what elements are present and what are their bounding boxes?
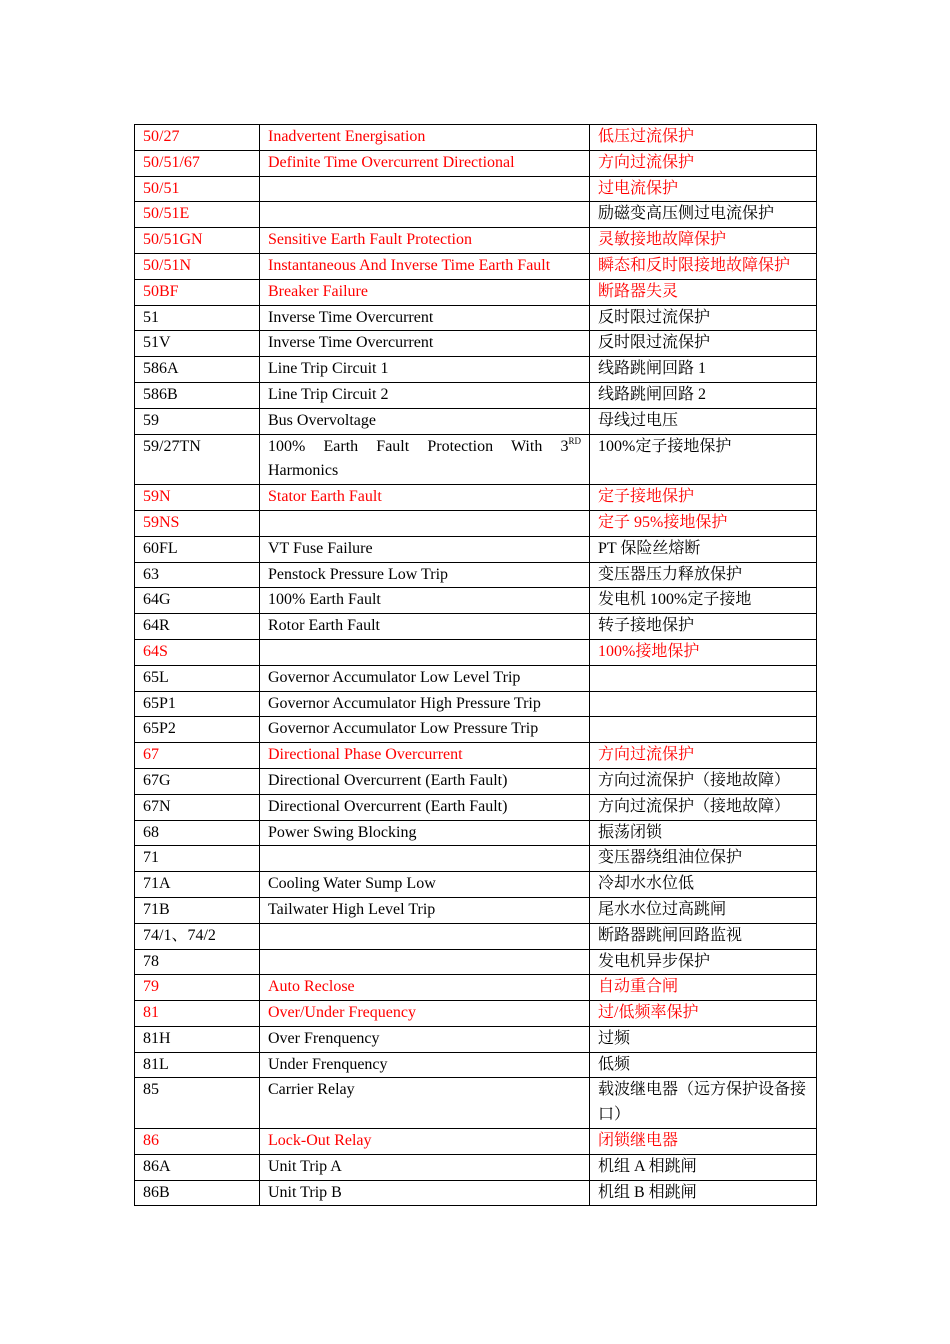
device-code-cell: 68: [135, 820, 260, 846]
table-row: [135, 1078, 817, 1129]
table-row: [135, 614, 817, 640]
chinese-description-cell: 过电流保护: [590, 176, 817, 202]
device-code-cell: 59N: [135, 485, 260, 511]
device-code-cell: 67N: [135, 794, 260, 820]
ordinal-superscript: RD: [568, 435, 581, 446]
english-description-cell: Inverse Time Overcurrent: [260, 305, 590, 331]
table-row: [135, 485, 817, 511]
chinese-description-cell: 发电机异步保护: [590, 949, 817, 975]
chinese-description-cell: 尾水水位过高跳闸: [590, 897, 817, 923]
chinese-description-cell: 机组 B 相跳闸: [590, 1180, 817, 1206]
device-code-cell: 59NS: [135, 510, 260, 536]
chinese-description-cell: 过/低频率保护: [590, 1001, 817, 1027]
device-code-cell: 71: [135, 846, 260, 872]
device-code-cell: 85: [135, 1078, 260, 1129]
device-code-cell: 65L: [135, 665, 260, 691]
table-row: [135, 1001, 817, 1027]
chinese-description-cell: 瞬态和反时限接地故障保护: [590, 253, 817, 279]
english-description-cell: Inadvertent Energisation: [260, 125, 590, 151]
device-code-cell: 65P1: [135, 691, 260, 717]
english-description-cell: [260, 949, 590, 975]
protection-code-table: [134, 124, 817, 1206]
device-code-cell: 59: [135, 408, 260, 434]
english-description-cell: Directional Overcurrent (Earth Fault): [260, 768, 590, 794]
chinese-description-cell: 反时限过流保护: [590, 331, 817, 357]
english-description-cell: Lock-Out Relay: [260, 1129, 590, 1155]
table-row: [135, 717, 817, 743]
english-description-cell: [260, 434, 590, 485]
english-description-cell: Rotor Earth Fault: [260, 614, 590, 640]
chinese-description-cell: 发电机 100%定子接地: [590, 588, 817, 614]
chinese-description-cell: 变压器绕组油位保护: [590, 846, 817, 872]
table-row: [135, 639, 817, 665]
device-code-cell: 86A: [135, 1154, 260, 1180]
table-row: [135, 588, 817, 614]
chinese-description-cell: 母线过电压: [590, 408, 817, 434]
device-code-cell: 78: [135, 949, 260, 975]
device-code-cell: 51: [135, 305, 260, 331]
device-code-cell: 86: [135, 1129, 260, 1155]
table-row: [135, 794, 817, 820]
english-description-cell: Tailwater High Level Trip: [260, 897, 590, 923]
chinese-description-cell: 线路跳闸回路 2: [590, 382, 817, 408]
english-description-cell: Breaker Failure: [260, 279, 590, 305]
device-code-cell: 71A: [135, 872, 260, 898]
device-code-cell: 81: [135, 1001, 260, 1027]
device-code-cell: 65P2: [135, 717, 260, 743]
table-row: [135, 1026, 817, 1052]
table-row: [135, 1052, 817, 1078]
english-description-cell: Stator Earth Fault: [260, 485, 590, 511]
english-description-cell: Governor Accumulator Low Level Trip: [260, 665, 590, 691]
english-description-cell: VT Fuse Failure: [260, 536, 590, 562]
device-code-cell: 67: [135, 743, 260, 769]
device-code-cell: 586B: [135, 382, 260, 408]
chinese-description-cell: 反时限过流保护: [590, 305, 817, 331]
table-row: [135, 665, 817, 691]
chinese-description-cell: 方向过流保护（接地故障）: [590, 794, 817, 820]
device-code-cell: 50/51/67: [135, 150, 260, 176]
device-code-cell: 50/51N: [135, 253, 260, 279]
table-row: [135, 562, 817, 588]
table-row: [135, 1129, 817, 1155]
chinese-description-cell: 100%定子接地保护: [590, 434, 817, 485]
english-description-cell: Inverse Time Overcurrent: [260, 331, 590, 357]
chinese-description-cell: 变压器压力释放保护: [590, 562, 817, 588]
english-description-cell: Cooling Water Sump Low: [260, 872, 590, 898]
device-code-cell: 50/51GN: [135, 228, 260, 254]
table-row: [135, 691, 817, 717]
chinese-description-cell: PT 保险丝熔断: [590, 536, 817, 562]
english-description-cell: [260, 639, 590, 665]
table-row: [135, 150, 817, 176]
english-description-cell: [260, 510, 590, 536]
device-code-cell: 81L: [135, 1052, 260, 1078]
english-description-cell: Governor Accumulator High Pressure Trip: [260, 691, 590, 717]
table-row: [135, 253, 817, 279]
chinese-description-cell: 断路器失灵: [590, 279, 817, 305]
english-description-cell: [260, 202, 590, 228]
device-code-cell: 74/1、74/2: [135, 923, 260, 949]
chinese-description-cell: 转子接地保护: [590, 614, 817, 640]
chinese-description-cell: 励磁变高压侧过电流保护: [590, 202, 817, 228]
english-description-cell: [260, 176, 590, 202]
chinese-description-cell: 定子 95%接地保护: [590, 510, 817, 536]
english-description-cell: [260, 846, 590, 872]
table-row: [135, 305, 817, 331]
english-description-cell: Directional Phase Overcurrent: [260, 743, 590, 769]
table-row: [135, 949, 817, 975]
english-description-cell: Unit Trip B: [260, 1180, 590, 1206]
table-row: [135, 1154, 817, 1180]
english-description-cell: Penstock Pressure Low Trip: [260, 562, 590, 588]
device-code-cell: 50BF: [135, 279, 260, 305]
english-description-cell: Carrier Relay: [260, 1078, 590, 1129]
device-code-cell: 86B: [135, 1180, 260, 1206]
chinese-description-cell: 振荡闭锁: [590, 820, 817, 846]
english-description-cell: 100% Earth Fault: [260, 588, 590, 614]
chinese-description-cell: 灵敏接地故障保护: [590, 228, 817, 254]
table-row: [135, 1180, 817, 1206]
chinese-description-cell: 方向过流保护: [590, 743, 817, 769]
table-row: [135, 820, 817, 846]
chinese-description-cell: [590, 717, 817, 743]
table-row: [135, 846, 817, 872]
device-code-cell: 50/51: [135, 176, 260, 202]
device-code-cell: 64S: [135, 639, 260, 665]
chinese-description-cell: [590, 665, 817, 691]
english-description-cell: Instantaneous And Inverse Time Earth Fault: [260, 253, 590, 279]
protection-code-sheet: [134, 124, 816, 1206]
chinese-description-cell: 方向过流保护: [590, 150, 817, 176]
device-code-cell: 67G: [135, 768, 260, 794]
english-description-cell: Bus Overvoltage: [260, 408, 590, 434]
device-code-cell: 64G: [135, 588, 260, 614]
table-row: [135, 357, 817, 383]
english-description-cell: [260, 923, 590, 949]
chinese-description-cell: 100%接地保护: [590, 639, 817, 665]
device-code-cell: 81H: [135, 1026, 260, 1052]
description-continuation: Harmonics: [268, 462, 339, 480]
chinese-description-cell: 定子接地保护: [590, 485, 817, 511]
description-text: 100% Earth Fault Protection With 3: [268, 437, 569, 455]
device-code-cell: 79: [135, 975, 260, 1001]
chinese-description-cell: 自动重合闸: [590, 975, 817, 1001]
table-row: [135, 382, 817, 408]
chinese-description-cell: 线路跳闸回路 1: [590, 357, 817, 383]
english-description-cell: Unit Trip A: [260, 1154, 590, 1180]
device-code-cell: 63: [135, 562, 260, 588]
table-row: [135, 897, 817, 923]
english-description-cell: Over/Under Frequency: [260, 1001, 590, 1027]
table-row: [135, 228, 817, 254]
table-row: [135, 202, 817, 228]
english-description-cell: Directional Overcurrent (Earth Fault): [260, 794, 590, 820]
device-code-cell: 50/51E: [135, 202, 260, 228]
chinese-description-cell: 过频: [590, 1026, 817, 1052]
table-row: [135, 434, 817, 485]
table-row: [135, 176, 817, 202]
table-row: [135, 125, 817, 151]
chinese-description-cell: 闭锁继电器: [590, 1129, 817, 1155]
device-code-cell: 50/27: [135, 125, 260, 151]
table-row: [135, 331, 817, 357]
table-row: [135, 768, 817, 794]
english-description-cell: Auto Reclose: [260, 975, 590, 1001]
table-row: [135, 975, 817, 1001]
chinese-description-cell: [590, 691, 817, 717]
table-body: [135, 125, 817, 1206]
english-description-cell: Over Frenquency: [260, 1026, 590, 1052]
chinese-description-cell: 载波继电器（远方保护设备接口）: [590, 1078, 817, 1129]
table-row: [135, 872, 817, 898]
english-description-cell: Sensitive Earth Fault Protection: [260, 228, 590, 254]
english-description-cell: Line Trip Circuit 1: [260, 357, 590, 383]
table-row: [135, 536, 817, 562]
chinese-description-cell: 机组 A 相跳闸: [590, 1154, 817, 1180]
chinese-description-cell: 冷却水水位低: [590, 872, 817, 898]
device-code-cell: 71B: [135, 897, 260, 923]
english-description-cell: Line Trip Circuit 2: [260, 382, 590, 408]
chinese-description-cell: 方向过流保护（接地故障）: [590, 768, 817, 794]
device-code-cell: 586A: [135, 357, 260, 383]
device-code-cell: 51V: [135, 331, 260, 357]
table-row: [135, 510, 817, 536]
device-code-cell: 60FL: [135, 536, 260, 562]
table-row: [135, 408, 817, 434]
chinese-description-cell: 低频: [590, 1052, 817, 1078]
table-row: [135, 923, 817, 949]
chinese-description-cell: 低压过流保护: [590, 125, 817, 151]
english-description-cell: Definite Time Overcurrent Directional: [260, 150, 590, 176]
device-code-cell: 64R: [135, 614, 260, 640]
english-description-cell: Under Frenquency: [260, 1052, 590, 1078]
english-description-cell: Governor Accumulator Low Pressure Trip: [260, 717, 590, 743]
chinese-description-cell: 断路器跳闸回路监视: [590, 923, 817, 949]
table-row: [135, 279, 817, 305]
english-description-cell: Power Swing Blocking: [260, 820, 590, 846]
device-code-cell: 59/27TN: [135, 434, 260, 485]
table-row: [135, 743, 817, 769]
